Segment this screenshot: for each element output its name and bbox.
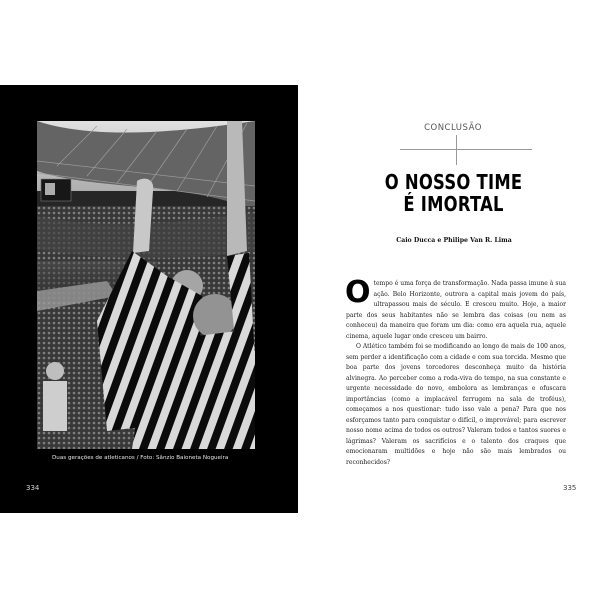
body-text: [345, 275, 566, 468]
page-number-right: 335: [563, 484, 577, 492]
chapter-title: [326, 171, 580, 215]
photo-caption: Duas gerações de atleticanos / Foto: Sânzio Baioneta Nogueira: [52, 455, 229, 461]
divider-vertical: [456, 135, 457, 165]
paragraph-1-text: tempo é uma força de transformação. Nada passa imune à sua ação. Belo Horizonte, outrora a capital mais jovem do país, ultrapassou mais de século. E cresceu muito. Hoje, a maior parte dos seus habitantes não se lembra das coisas (ou nem as conheceu) da maneira que foram um dia: como era aquela rua, aquele cinema, aquele lugar onde cresceu um bairro.: [346, 280, 566, 340]
paragraph-2: O Atlético também foi se modificando ao longo de mais de 100 anos, sem perder a identificação com a cidade e com sua torcida. Mesmo que boa parte dos jovens torcedores desconheça muito da história alvinegra. Ao perceber como a roda-viva do tempo, na sua constante e urgente necessidade do novo, embolora as lembranças e ofuscara importâncias (como a implacável ferrugem na sala de troféus), começamos a nos questionar: tudo isso vale a pena? Para que nos esforçamos tanto para conquistar o difícil, o improvável; para escrever nosso nome acima de todos os outros? Valeram todos e tantos suores e lágrimas? Valeram os sacrifícios e o talento dos craques que emocionaram multidões e hoje não são mais lembrados ou reconhecidos?: [346, 343, 566, 466]
title-line-2: É IMORTAL: [403, 192, 504, 216]
left-page: [0, 85, 298, 513]
drop-cap: O: [345, 275, 371, 310]
right-page: [298, 85, 600, 513]
title-line-1: O NOSSO TIME: [384, 170, 523, 194]
paragraph-1: [345, 275, 566, 342]
authors: Caio Ducca e Philipe Van R. Lima: [396, 237, 512, 244]
page-number-left: 334: [26, 484, 40, 492]
stadium-fans-photo: [37, 121, 255, 449]
divider-horizontal: [400, 149, 532, 150]
section-label: CONCLUSÃO: [424, 123, 482, 133]
